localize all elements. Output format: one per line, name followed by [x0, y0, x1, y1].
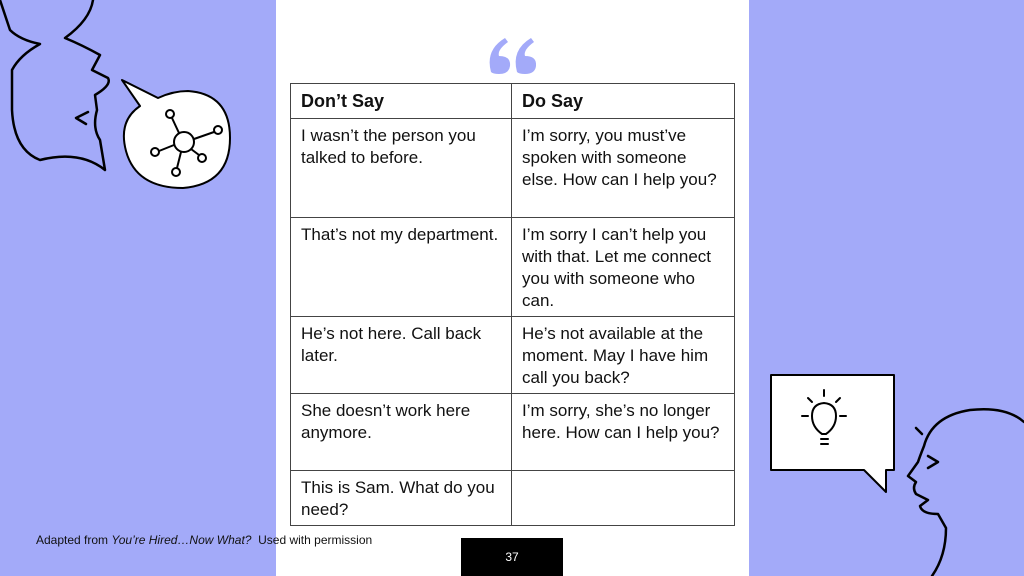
dont-say-cell: That’s not my department. [291, 218, 512, 317]
do-say-cell [512, 471, 735, 526]
page-number-text: 37 [505, 550, 519, 564]
table-header-row [291, 84, 735, 119]
dont-say-cell: He’s not here. Call back later. [291, 317, 512, 394]
table-row [291, 394, 735, 471]
speech-bubble-left [118, 76, 248, 196]
page-number [461, 538, 563, 576]
do-say-cell: I’m sorry, you must’ve spoken with someone else. How can I help you? [512, 119, 735, 218]
attribution-title: You’re Hired…Now What? [111, 533, 252, 547]
quote-icon [487, 36, 539, 76]
do-say-cell: I’m sorry I can’t help you with that. Let me connect you with someone who can. [512, 218, 735, 317]
attribution-suffix: Used with permission [258, 533, 373, 547]
speech-bubble-right [768, 372, 898, 497]
table-row [291, 317, 735, 394]
table-row [291, 471, 735, 526]
header-do-say: Do Say [512, 84, 735, 119]
header-dont-say: Don’t Say [291, 84, 512, 119]
table-row [291, 218, 735, 317]
dont-say-cell: She doesn’t work here anymore. [291, 394, 512, 471]
table-row [291, 119, 735, 218]
dont-say-cell: I wasn’t the person you talked to before. [291, 119, 512, 218]
attribution [36, 533, 372, 547]
dont-say-cell: This is Sam. What do you need? [291, 471, 512, 526]
person-speaking-right-icon [898, 406, 1024, 576]
attribution-prefix: Adapted from [36, 533, 109, 547]
phrases-table [290, 83, 735, 526]
do-say-cell: He’s not available at the moment. May I have him call you back? [512, 317, 735, 394]
do-say-cell: I’m sorry, she’s no longer here. How can I help you? [512, 394, 735, 471]
